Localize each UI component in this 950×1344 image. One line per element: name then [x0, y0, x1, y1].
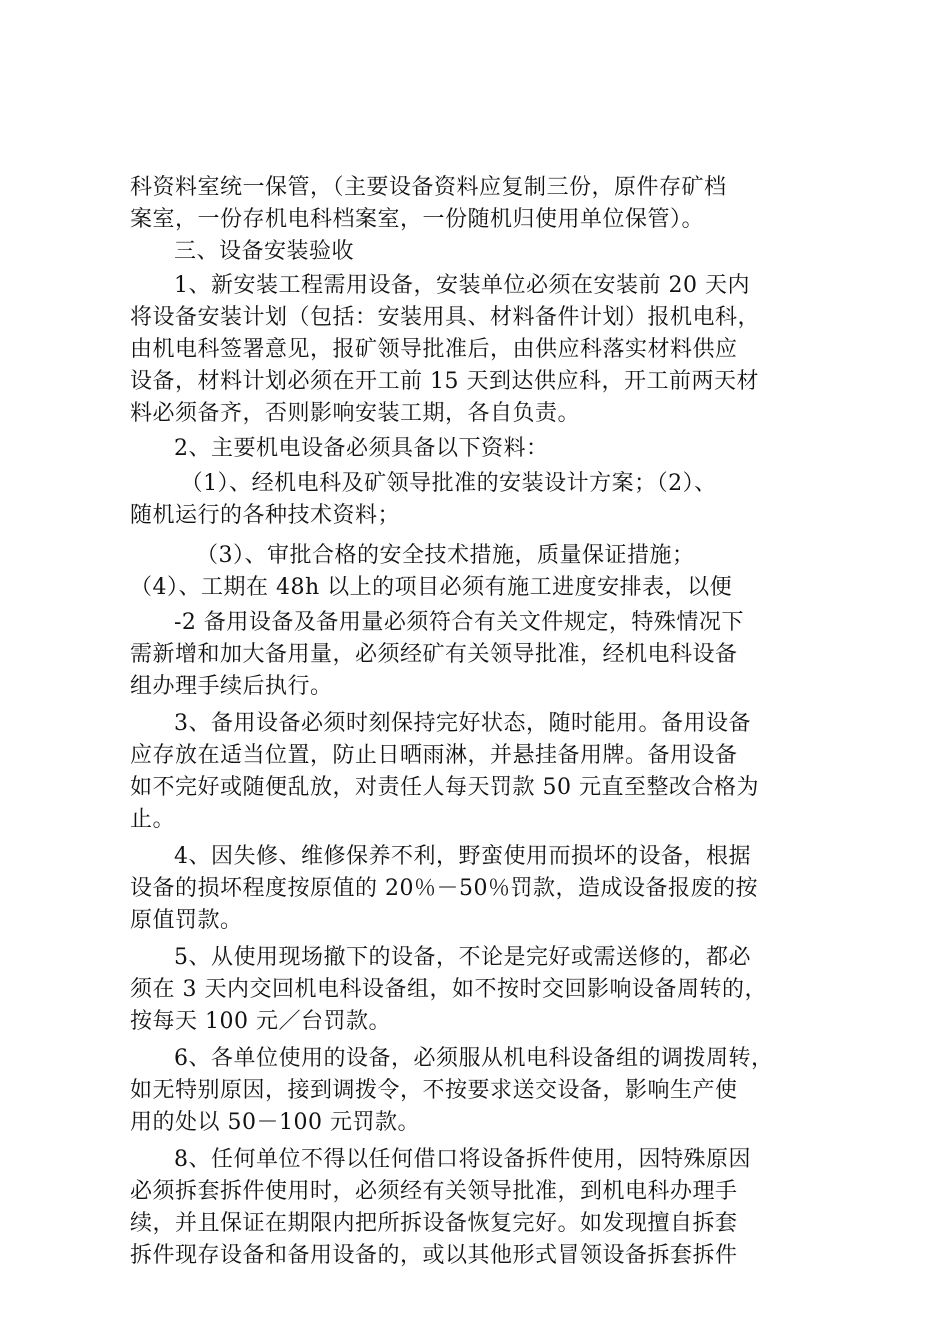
text-line: 续，并且保证在期限内把所拆设备恢复完好。如发现擅自拆套 — [130, 1211, 738, 1236]
text-line: 设备，材料计划必须在开工前 15 天到达供应科，开工前两天材 — [130, 369, 759, 394]
text-line: 将设备安装计划（包括：安装用具、材料备件计划）报机电科， — [130, 305, 761, 330]
text-line: 必须拆套拆件使用时，必须经有关领导批准，到机电科办理手 — [130, 1179, 738, 1204]
text-line: 如无特别原因，接到调拨令，不按要求送交设备，影响生产使 — [130, 1078, 738, 1103]
document-body — [130, 172, 830, 1272]
text-line: 如不完好或随便乱放，对责任人每天罚款 50 元直至整改合格为 — [130, 775, 759, 800]
text-line: 科资料室统一保管，（主要设备资料应复制三份，原件存矿档 — [130, 175, 727, 200]
text-line: -2 备用设备及备用量必须符合有关文件规定，特殊情况下 — [174, 610, 744, 635]
text-line: 用的处以 50－100 元罚款。 — [130, 1110, 420, 1135]
text-line: 由机电科签署意见，报矿领导批准后，由供应科落实材料供应 — [130, 337, 738, 362]
text-line: 5、从使用现场撤下的设备，不论是完好或需送修的，都必 — [174, 945, 751, 970]
text-line: 6、各单位使用的设备，必须服从机电科设备组的调拨周转， — [174, 1046, 774, 1071]
text-line: 料必须备齐，否则影响安装工期，各自负责。 — [130, 401, 581, 426]
text-line: 组办理手续后执行。 — [130, 674, 333, 699]
text-line: 止。 — [130, 807, 176, 832]
text-line: 须在 3 天内交回机电科设备组，如不按时交回影响设备周转的， — [130, 977, 767, 1002]
text-line: 2、主要机电设备必须具备以下资料： — [174, 436, 549, 461]
text-line: 3、备用设备必须时刻保持完好状态，随时能用。备用设备 — [174, 711, 751, 736]
text-line: 4、因失修、维修保养不利，野蛮使用而损坏的设备，根据 — [174, 844, 751, 869]
text-line: 原值罚款。 — [130, 908, 243, 933]
text-line: （3）、审批合格的安全技术措施，质量保证措施； — [196, 543, 695, 568]
text-line: 拆件现存设备和备用设备的，或以其他形式冒领设备拆套拆件 — [130, 1243, 738, 1268]
text-line: （4）、工期在 48h 以上的项目必须有施工进度安排表，以便 — [130, 575, 733, 600]
text-line: 随机运行的各种技术资料； — [130, 503, 401, 528]
text-line: 需新增和加大备用量，必须经矿有关领导批准，经机电科设备 — [130, 642, 738, 667]
text-line: 1、新安装工程需用设备，安装单位必须在安装前 20 天内 — [174, 273, 750, 298]
text-line: 案室，一份存机电科档案室，一份随机归使用单位保管）。 — [130, 207, 705, 232]
text-line: 设备的损坏程度按原值的 20％－50％罚款，造成设备报废的按 — [130, 876, 758, 901]
text-line: 应存放在适当位置，防止日晒雨淋，并悬挂备用牌。备用设备 — [130, 743, 738, 768]
text-line: 三、设备安装验收 — [174, 239, 355, 264]
text-line: 8、任何单位不得以任何借口将设备拆件使用，因特殊原因 — [174, 1147, 751, 1172]
text-line: （1）、经机电科及矿领导批准的安装设计方案；（2）、 — [180, 471, 717, 496]
text-line: 按每天 100 元／台罚款。 — [130, 1009, 391, 1034]
